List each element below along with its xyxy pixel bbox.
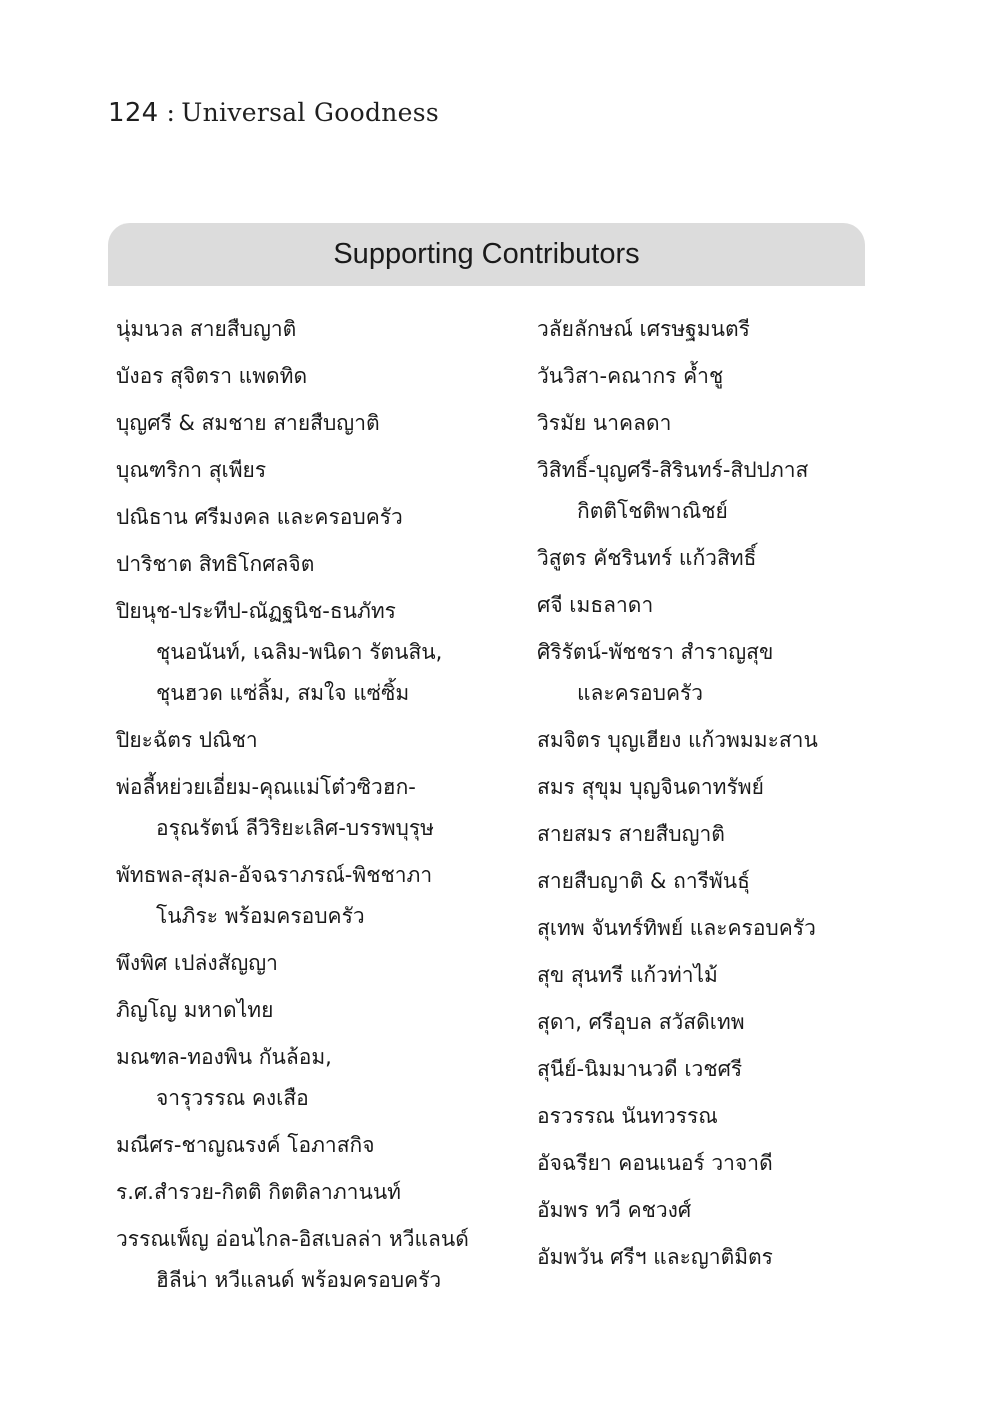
- contributor-name: พ่อลี้หย่วยเอี่ยม-คุณแม่โต๋วซิวฮก-: [116, 775, 416, 799]
- contributor-entry: [537, 1143, 867, 1184]
- contributor-entry: [537, 450, 867, 532]
- contributor-name: บังอร สุจิตรา แพดทิด: [116, 364, 308, 388]
- contributor-name: บุณฑริกา สุเพียร: [116, 458, 267, 482]
- section-title: Supporting Contributors: [333, 238, 640, 270]
- contributor-name: อัจฉรียา คอนเนอร์ วาจาดี: [537, 1151, 773, 1175]
- contributor-entry: [537, 538, 867, 579]
- contributor-name-continuation: ชุนอนันท์, เฉลิม-พนิดา รัตนสิน,: [156, 640, 443, 664]
- contributor-entry: [537, 767, 867, 808]
- contributor-name-continuation: อรุณรัตน์ ลีวิริยะเลิศ-บรรพบุรุษ: [156, 816, 434, 840]
- contributor-entry: [116, 309, 516, 350]
- contributor-name: อัมพวัน ศรีฯ และญาติมิตร: [537, 1245, 773, 1269]
- contributor-name: ปิยนุช-ประทีป-ณัฏฐนิช-ธนภัทร: [116, 599, 396, 623]
- contributor-name: สุดา, ศรีอุบล สวัสดิเทพ: [537, 1010, 745, 1034]
- contributor-entry: [116, 591, 516, 714]
- contributors-left-column: [116, 309, 516, 1307]
- contributor-entry: [537, 356, 867, 397]
- contributor-entry: [116, 855, 516, 937]
- contributor-name: สายสมร สายสืบญาติ: [537, 822, 725, 846]
- contributor-name-continuation: ฮิลีน่า หวีแลนด์ พร้อมครอบครัว: [156, 1268, 442, 1292]
- contributor-entry: [537, 1237, 867, 1278]
- contributor-name: ร.ศ.สำรวย-กิตติ กิตติลาภานนท์: [116, 1180, 402, 1204]
- contributor-name: วิรมัย นาคลดา: [537, 411, 672, 435]
- contributor-entry: [537, 632, 867, 714]
- contributor-entry: [537, 403, 867, 444]
- contributor-name: วลัยลักษณ์ เศรษฐมนตรี: [537, 317, 750, 341]
- contributor-entry: [537, 309, 867, 350]
- contributor-entry: [537, 1190, 867, 1231]
- contributor-name: สุนีย์-นิมมานวดี เวชศรี: [537, 1057, 743, 1081]
- running-head-separator: :: [166, 98, 176, 127]
- contributor-name-continuation: กิตติโชติพาณิชย์: [577, 499, 728, 523]
- contributor-name: ปาริชาต สิทธิโกศลจิต: [116, 552, 315, 576]
- contributor-name-continuation: โนภิระ พร้อมครอบครัว: [156, 904, 365, 928]
- contributor-name-continuation: ชุนฮวด แซ่ลิ้ม, สมใจ แซ่ซิ้ม: [156, 681, 410, 705]
- contributor-name: พัทธพล-สุมล-อัจฉราภรณ์-พิชชาภา: [116, 863, 433, 887]
- contributor-name: สุข สุนทรี แก้วท่าไม้: [537, 963, 718, 987]
- contributor-name: พึงพิศ เปล่งสัญญา: [116, 951, 278, 975]
- contributor-name: สมจิตร บุญเฮียง แก้วพมมะสาน: [537, 728, 818, 752]
- contributor-entry: [537, 955, 867, 996]
- contributor-entry: [537, 585, 867, 626]
- contributor-entry: [537, 1096, 867, 1137]
- contributor-name: บุญศรี & สมชาย สายสืบญาติ: [116, 411, 380, 435]
- contributor-entry: [537, 1049, 867, 1090]
- section-heading-band: [108, 223, 865, 286]
- contributor-name: วิสูตร คัชรินทร์ แก้วสิทธิ์: [537, 546, 757, 570]
- contributor-name-continuation: จารุวรรณ คงเสือ: [156, 1086, 309, 1110]
- contributor-entry: [537, 861, 867, 902]
- contributor-entry: [116, 990, 516, 1031]
- contributor-name: ศิริรัตน์-พัชชรา สำราญสุข: [537, 640, 774, 664]
- contributor-name: วันวิสา-คณากร ค้ำชู: [537, 364, 724, 388]
- contributor-name: มณฑล-ทองพิน กันล้อม,: [116, 1045, 332, 1069]
- contributor-name: ศจี เมธลาดา: [537, 593, 654, 617]
- contributor-name-continuation: และครอบครัว: [577, 681, 704, 705]
- contributors-right-column: [537, 309, 867, 1284]
- contributor-name: ภิญโญ มหาดไทย: [116, 998, 274, 1022]
- contributor-name: อรวรรณ นันทวรรณ: [537, 1104, 718, 1128]
- contributor-name: มณีศร-ชาญณรงค์ โอภาสกิจ: [116, 1133, 375, 1157]
- contributor-name: ปณิธาน ศรีมงคล และครอบครัว: [116, 505, 403, 529]
- contributor-entry: [116, 943, 516, 984]
- contributor-entry: [537, 1002, 867, 1043]
- contributor-entry: [537, 814, 867, 855]
- contributor-entry: [116, 497, 516, 538]
- contributor-entry: [116, 720, 516, 761]
- contributor-name: นุ่มนวล สายสืบญาติ: [116, 317, 297, 341]
- contributor-entry: [116, 356, 516, 397]
- contributor-name: สายสืบญาติ & ถารีพันธุ์: [537, 869, 750, 893]
- contributor-name: วิสิทธิ์-บุญศรี-สิรินทร์-สิปปภาส: [537, 458, 809, 482]
- contributor-entry: [116, 544, 516, 585]
- contributor-entry: [116, 403, 516, 444]
- contributor-entry: [116, 1172, 516, 1213]
- contributor-entry: [116, 1219, 516, 1301]
- contributor-entry: [116, 1125, 516, 1166]
- contributor-entry: [537, 720, 867, 761]
- contributor-entry: [116, 767, 516, 849]
- contributor-name: วรรณเพ็ญ อ่อนไกล-อิสเบลล่า หวีแลนด์: [116, 1227, 469, 1251]
- contributor-name: ปิยะฉัตร ปณิชา: [116, 728, 258, 752]
- page-number: 124: [108, 98, 159, 128]
- contributor-name: อัมพร ทวี คชวงศ์: [537, 1198, 692, 1222]
- running-head: [108, 98, 439, 128]
- contributor-entry: [537, 908, 867, 949]
- contributor-name: สุเทพ จันทร์ทิพย์ และครอบครัว: [537, 916, 816, 940]
- book-title: Universal Goodness: [181, 98, 440, 127]
- contributor-name: สมร สุขุม บุญจินดาทรัพย์: [537, 775, 764, 799]
- contributor-entry: [116, 450, 516, 491]
- contributor-entry: [116, 1037, 516, 1119]
